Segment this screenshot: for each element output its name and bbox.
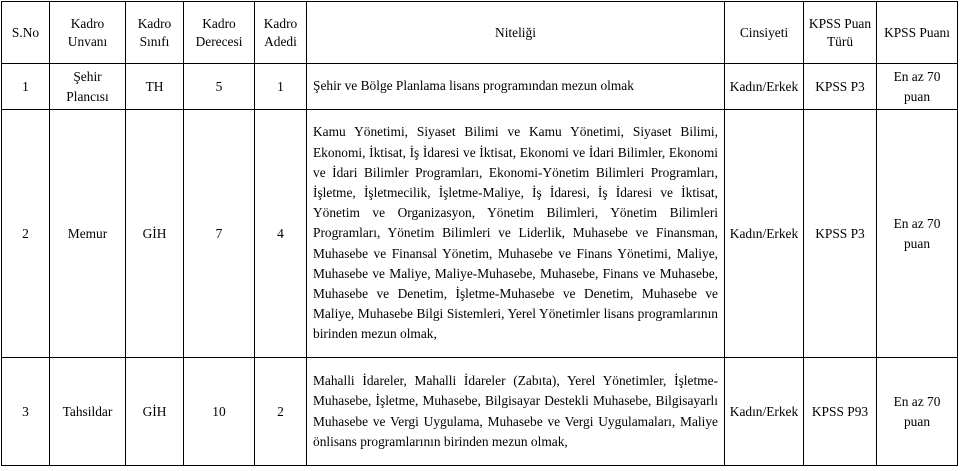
cell-cinsiyeti: Kadın/Erkek xyxy=(725,358,804,466)
cell-kadro-derecesi: 10 xyxy=(184,358,255,466)
cell-kadro-unvani: Tahsildar xyxy=(50,358,126,466)
cell-kadro-adedi: 1 xyxy=(255,64,307,110)
cell-cinsiyeti: Kadın/Erkek xyxy=(725,64,804,110)
header-sno: S.No xyxy=(2,2,50,64)
cell-kadro-unvani: Memur xyxy=(50,110,126,358)
cell-kpss-puan-turu: KPSS P3 xyxy=(804,110,877,358)
cell-kpss-puani: En az 70 puan xyxy=(877,64,958,110)
header-row xyxy=(2,2,958,64)
cell-kpss-puani: En az 70 puan xyxy=(877,110,958,358)
cell-kadro-sinifi: TH xyxy=(126,64,184,110)
header-kadro-unvani: Kadro Unvanı xyxy=(50,2,126,64)
table-row xyxy=(2,358,958,466)
header-kadro-sinifi: Kadro Sınıfı xyxy=(126,2,184,64)
header-kadro-adedi: Kadro Adedi xyxy=(255,2,307,64)
kadro-table xyxy=(1,1,958,466)
cell-cinsiyeti: Kadın/Erkek xyxy=(725,110,804,358)
cell-sno: 3 xyxy=(2,358,50,466)
cell-kadro-derecesi: 7 xyxy=(184,110,255,358)
table-row xyxy=(2,64,958,110)
header-niteligi: Niteliği xyxy=(307,2,725,64)
header-kadro-derecesi: Kadro Derecesi xyxy=(184,2,255,64)
cell-niteligi: Mahalli İdareler, Mahalli İdareler (Zabıta), Yerel Yönetimler, İşletme-Muhasebe, İşletme, Muhasebe, Bilgisayar Destekli Muhasebe, Bilgisayarlı Muhasebe ve Vergi Uygulama, Muhasebe ve Vergi Uygulamaları, Maliye önlisans programlarının birinden mezun olmak, xyxy=(307,358,725,466)
cell-sno: 1 xyxy=(2,64,50,110)
cell-kpss-puan-turu: KPSS P3 xyxy=(804,64,877,110)
cell-kadro-adedi: 4 xyxy=(255,110,307,358)
cell-sno: 2 xyxy=(2,110,50,358)
cell-kadro-derecesi: 5 xyxy=(184,64,255,110)
cell-kadro-sinifi: GİH xyxy=(126,358,184,466)
header-kpss-puani: KPSS Puanı xyxy=(877,2,958,64)
header-cinsiyeti: Cinsiyeti xyxy=(725,2,804,64)
cell-kadro-unvani: Şehir Plancısı xyxy=(50,64,126,110)
cell-kadro-adedi: 2 xyxy=(255,358,307,466)
cell-kadro-sinifi: GİH xyxy=(126,110,184,358)
cell-kpss-puan-turu: KPSS P93 xyxy=(804,358,877,466)
cell-kpss-puani: En az 70 puan xyxy=(877,358,958,466)
header-kpss-puan-turu: KPSS Puan Türü xyxy=(804,2,877,64)
table-row xyxy=(2,110,958,358)
cell-niteligi: Kamu Yönetimi, Siyaset Bilimi ve Kamu Yönetimi, Siyaset Bilimi, Ekonomi, İktisat, İş İdaresi ve İktisat, Ekonomi ve İdari Bilimler, Ekonomi ve İdari Bilimler Programları, Ekonomi-Yönetim Bilimleri Programları, İşletme, İşletmecilik, İşletme-Maliye, İş İdaresi, İş İdaresi ve İktisat, Yönetim ve Organizasyon, Yönetim Bilimleri, Yönetim Bilimleri Programları, Yönetim Bilimleri ve Liderlik, Muhasebe ve Finansman, Muhasebe ve Finansal Yönetim, Muhasebe ve Finans Yönetimi, Maliye, Muhasebe ve Maliye, Maliye-Muhasebe, Muhasebe, Finans ve Muhasebe, Muhasebe ve Denetim, İşletme-Muhasebe ve Denetim, Muhasebe ve Maliye, Muhasebe Bilgi Sistemleri, Yerel Yönetimler lisans programlarının birinden mezun olmak, xyxy=(307,110,725,358)
cell-niteligi: Şehir ve Bölge Planlama lisans programından mezun olmak xyxy=(307,64,725,110)
